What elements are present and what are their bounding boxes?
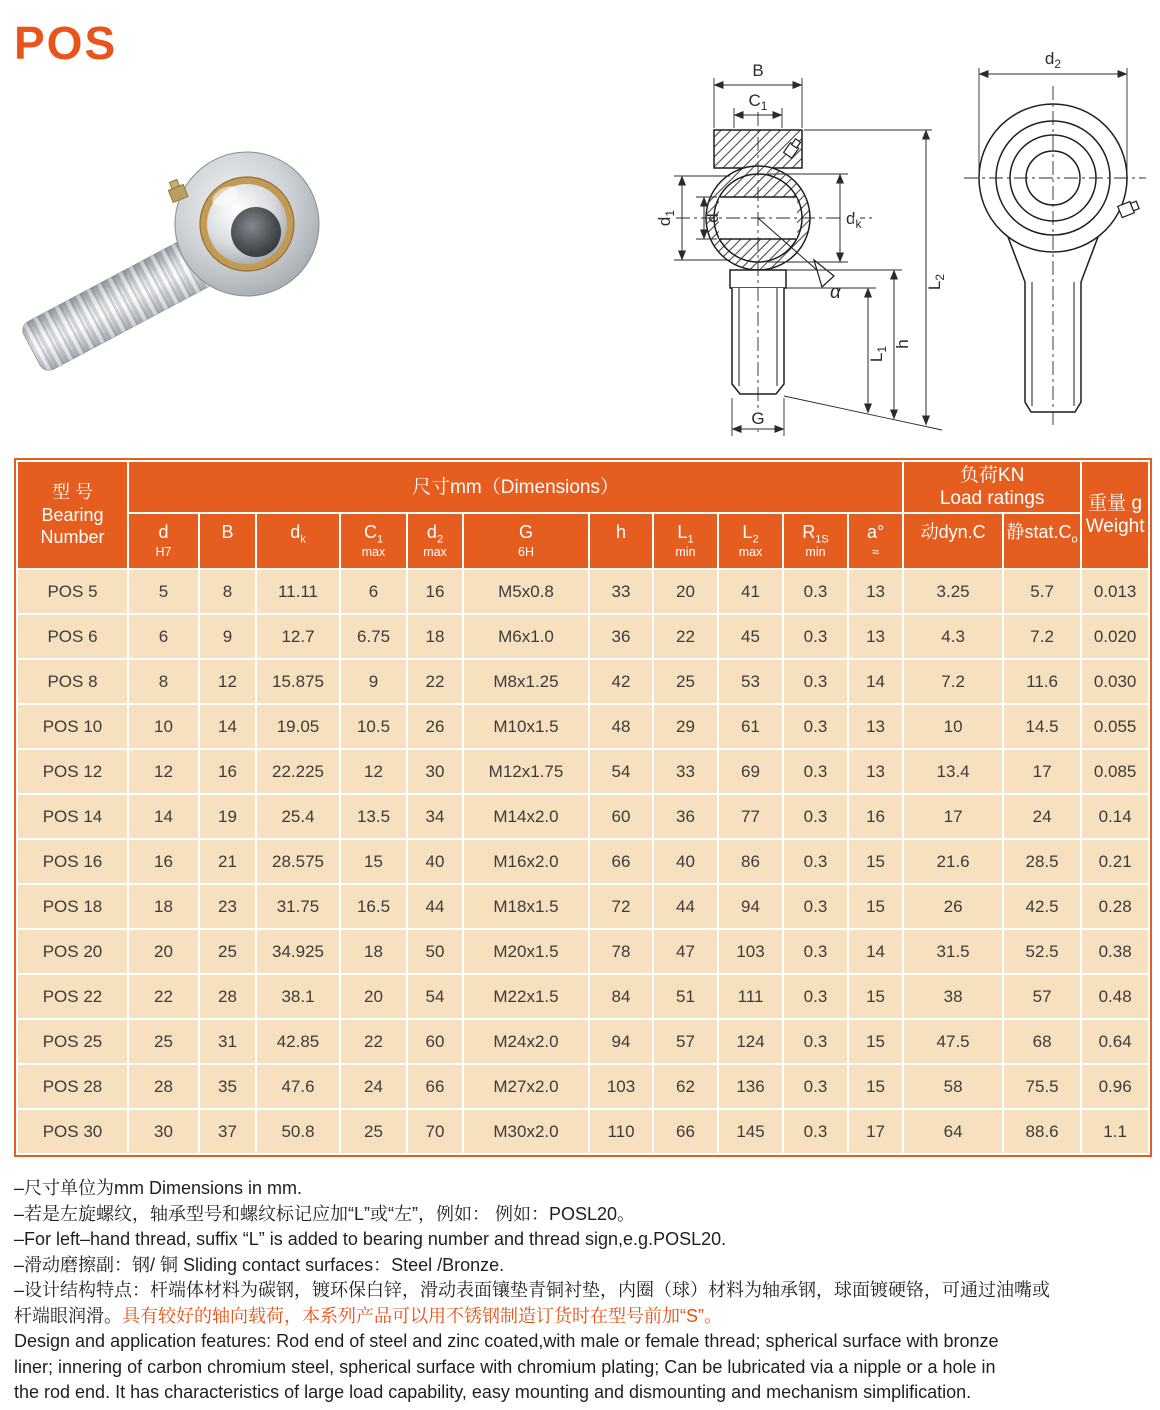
- spec-cell: 0.3: [783, 749, 848, 794]
- table-row: [17, 929, 1149, 974]
- spec-cell: 5: [128, 569, 199, 614]
- spec-cell: 15.875: [256, 659, 340, 704]
- spec-cell: 10: [903, 704, 1003, 749]
- spec-cell: 15: [848, 1019, 903, 1064]
- spec-cell: 20: [340, 974, 407, 1019]
- spec-cell: 3.25: [903, 569, 1003, 614]
- spec-cell: 62: [653, 1064, 718, 1109]
- footnote-text: Design and application features: Rod end of steel and zinc coated,with male or female thread; spherical surface with bronze: [14, 1331, 999, 1351]
- dim-label-L1: $L_1$: [867, 345, 889, 363]
- section-view-drawing: [618, 24, 954, 448]
- spec-cell: 9: [199, 614, 256, 659]
- spec-cell: M20x1.5: [463, 929, 589, 974]
- spec-cell: 15: [848, 1064, 903, 1109]
- bearing-number-cell: POS 12: [17, 749, 128, 794]
- spec-cell: 36: [589, 614, 653, 659]
- spec-cell: M18x1.5: [463, 884, 589, 929]
- dim-label-h: h: [893, 339, 912, 349]
- table-row: [17, 1019, 1149, 1064]
- spec-cell: 33: [653, 749, 718, 794]
- bearing-number-cell: POS 18: [17, 884, 128, 929]
- table-row: [17, 749, 1149, 794]
- spec-cell: 42.85: [256, 1019, 340, 1064]
- table-row: [17, 659, 1149, 704]
- table-row: [17, 1109, 1149, 1154]
- spec-cell: 0.21: [1081, 839, 1149, 884]
- spec-cell: 26: [407, 704, 463, 749]
- spec-cell: 13: [848, 569, 903, 614]
- spec-cell: M12x1.75: [463, 749, 589, 794]
- spec-cell: 25.4: [256, 794, 340, 839]
- spec-cell: 38: [903, 974, 1003, 1019]
- spec-cell: 16: [199, 749, 256, 794]
- col-R1S: $R_{1S}$ min: [783, 513, 848, 569]
- footnote-line: [14, 1253, 1150, 1279]
- bearing-number-cell: POS 22: [17, 974, 128, 1019]
- spec-cell: 0.14: [1081, 794, 1149, 839]
- spec-cell: 16: [128, 839, 199, 884]
- spec-cell: 66: [407, 1064, 463, 1109]
- spec-cell: 6: [128, 614, 199, 659]
- spec-cell: 42: [589, 659, 653, 704]
- spec-cell: 70: [407, 1109, 463, 1154]
- spec-cell: 17: [848, 1109, 903, 1154]
- spec-cell: 30: [407, 749, 463, 794]
- spec-cell: M6x1.0: [463, 614, 589, 659]
- spec-cell: 0.3: [783, 1064, 848, 1109]
- col-h: h: [589, 513, 653, 569]
- col-L2: $L_2$ max: [718, 513, 783, 569]
- spec-cell: 52.5: [1003, 929, 1081, 974]
- spec-cell: 78: [589, 929, 653, 974]
- bearing-number-cell: POS 5: [17, 569, 128, 614]
- spec-cell: 6.75: [340, 614, 407, 659]
- spec-cell: 15: [340, 839, 407, 884]
- footnote-line: [14, 1202, 1150, 1228]
- footnote-line: [14, 1329, 1150, 1355]
- spec-cell: 0.3: [783, 659, 848, 704]
- spec-cell: 103: [718, 929, 783, 974]
- spec-cell: 31.5: [903, 929, 1003, 974]
- spec-cell: 8: [199, 569, 256, 614]
- col-L1: $L_1$ min: [653, 513, 718, 569]
- spec-cell: 66: [589, 839, 653, 884]
- spec-cell: 145: [718, 1109, 783, 1154]
- table-row: [17, 1064, 1149, 1109]
- spec-cell: 29: [653, 704, 718, 749]
- spec-cell: 34: [407, 794, 463, 839]
- spec-cell: 22.225: [256, 749, 340, 794]
- spec-cell: 13.4: [903, 749, 1003, 794]
- table-row: [17, 704, 1149, 749]
- spec-cell: 16: [848, 794, 903, 839]
- spec-cell: 57: [1003, 974, 1081, 1019]
- spec-cell: 17: [903, 794, 1003, 839]
- spec-cell: 44: [653, 884, 718, 929]
- spec-cell: 44: [407, 884, 463, 929]
- spec-cell: 21.6: [903, 839, 1003, 884]
- spec-cell: 23: [199, 884, 256, 929]
- spec-cell: 30: [128, 1109, 199, 1154]
- spec-table: [16, 460, 1150, 1155]
- spec-cell: 12: [128, 749, 199, 794]
- spec-cell: 20: [128, 929, 199, 974]
- spec-cell: 25: [128, 1019, 199, 1064]
- spec-cell: 16: [407, 569, 463, 614]
- spec-cell: 9: [340, 659, 407, 704]
- bearing-number-cell: POS 20: [17, 929, 128, 974]
- spec-cell: 124: [718, 1019, 783, 1064]
- bearing-number-cell: POS 6: [17, 614, 128, 659]
- spec-cell: 14: [848, 659, 903, 704]
- header-bearing-cn: 型 号: [51, 482, 93, 503]
- table-row: [17, 839, 1149, 884]
- spec-cell: 0.38: [1081, 929, 1149, 974]
- spec-cell: 36: [653, 794, 718, 839]
- spec-cell: 15: [848, 884, 903, 929]
- spec-cell: 13: [848, 704, 903, 749]
- spec-cell: 14: [848, 929, 903, 974]
- spec-cell: 0.48: [1081, 974, 1149, 1019]
- dim-label-dk: $d_k$: [846, 209, 862, 231]
- spec-cell: 88.6: [1003, 1109, 1081, 1154]
- spec-cell: 0.3: [783, 794, 848, 839]
- col-d: d H7: [128, 513, 199, 569]
- footnote-text: –滑动磨擦副：钢/ 铜 Sliding contact surfaces：Steel /Bronze.: [14, 1254, 505, 1275]
- spec-cell: 0.28: [1081, 884, 1149, 929]
- bearing-number-cell: POS 16: [17, 839, 128, 884]
- spec-cell: 15: [848, 839, 903, 884]
- spec-table-wrap: [14, 458, 1152, 1157]
- spec-cell: 28: [199, 974, 256, 1019]
- spec-cell: 11.11: [256, 569, 340, 614]
- table-row: [17, 794, 1149, 839]
- spec-cell: 5.7: [1003, 569, 1081, 614]
- header-weight-en: Weight: [1085, 516, 1145, 538]
- dim-label-B: B: [752, 61, 764, 80]
- header-dimensions: 尺寸mm（Dimensions）: [128, 461, 903, 513]
- spec-cell: 72: [589, 884, 653, 929]
- spec-cell: 22: [128, 974, 199, 1019]
- header-bearing-en2: Number: [40, 527, 105, 548]
- spec-cell: 0.3: [783, 569, 848, 614]
- page-title: POS: [14, 17, 118, 69]
- spec-cell: 25: [199, 929, 256, 974]
- spec-cell: 84: [589, 974, 653, 1019]
- spec-cell: 0.013: [1081, 569, 1149, 614]
- col-C1: $C_1$ max: [340, 513, 407, 569]
- spec-cell: 18: [128, 884, 199, 929]
- spec-cell: 37: [199, 1109, 256, 1154]
- spec-cell: 0.96: [1081, 1064, 1149, 1109]
- bearing-number-cell: POS 30: [17, 1109, 128, 1154]
- spec-cell: 25: [653, 659, 718, 704]
- spec-cell: 0.030: [1081, 659, 1149, 704]
- dim-label-L2: $L_2$: [925, 273, 947, 291]
- spec-cell: 41: [718, 569, 783, 614]
- table-row: [17, 614, 1149, 659]
- spec-cell: 33: [589, 569, 653, 614]
- spec-cell: 57: [653, 1019, 718, 1064]
- spec-cell: M8x1.25: [463, 659, 589, 704]
- spec-cell: 60: [407, 1019, 463, 1064]
- spec-cell: 54: [589, 749, 653, 794]
- spec-cell: 40: [407, 839, 463, 884]
- col-d2: $d_2$ max: [407, 513, 463, 569]
- spec-cell: 110: [589, 1109, 653, 1154]
- header-load-en: Load ratings: [939, 488, 1045, 510]
- spec-cell: 7.2: [903, 659, 1003, 704]
- header-load-cn: 负荷KN: [959, 465, 1025, 486]
- bore-hole: [231, 207, 281, 257]
- spec-cell: 45: [718, 614, 783, 659]
- footnote-text: 杆端眼润滑。: [14, 1305, 122, 1326]
- footnote-line: [14, 1380, 1150, 1406]
- spec-cell: M30x2.0: [463, 1109, 589, 1154]
- spec-cell: 47: [653, 929, 718, 974]
- spec-cell: 61: [718, 704, 783, 749]
- spec-cell: 28.5: [1003, 839, 1081, 884]
- table-row: [17, 569, 1149, 614]
- spec-cell: 10.5: [340, 704, 407, 749]
- spec-cell: 0.3: [783, 839, 848, 884]
- spec-cell: 111: [718, 974, 783, 1019]
- dim-label-C1: $C_1$: [748, 91, 768, 113]
- spec-cell: 12: [340, 749, 407, 794]
- grease-nipple-symbol-front: [1118, 199, 1140, 217]
- spec-cell: 25: [340, 1109, 407, 1154]
- spec-cell: 24: [1003, 794, 1081, 839]
- spec-cell: 12: [199, 659, 256, 704]
- spec-cell: 40: [653, 839, 718, 884]
- spec-cell: 13: [848, 614, 903, 659]
- spec-cell: 21: [199, 839, 256, 884]
- col-a: a° ≈: [848, 513, 903, 569]
- spec-cell: 0.3: [783, 974, 848, 1019]
- header-load-ratings: [903, 461, 1081, 513]
- spec-cell: 15: [848, 974, 903, 1019]
- footnote-text: –设计结构特点：杆端体材料为碳钢，镀环保白锌，滑动表面镶垫青铜衬垫，内圈（球）材料为轴承钢，球面镀硬铬，可通过油嘴或: [14, 1280, 1051, 1300]
- spec-cell: 26: [903, 884, 1003, 929]
- spec-cell: 22: [407, 659, 463, 704]
- spec-cell: 53: [718, 659, 783, 704]
- footnote-text: the rod end. It has characteristics of large load capability, easy mounting and dismounting and mechanism simplification.: [14, 1382, 972, 1402]
- footnote-text: –若是左旋螺纹，轴承型号和螺纹标记应加“L”或“左”，例如： 例如：POSL20。: [14, 1203, 636, 1224]
- spec-cell: 69: [718, 749, 783, 794]
- spec-cell: 50: [407, 929, 463, 974]
- product-photo: [6, 92, 362, 382]
- spec-cell: M16x2.0: [463, 839, 589, 884]
- spec-cell: M24x2.0: [463, 1019, 589, 1064]
- spec-cell: 14.5: [1003, 704, 1081, 749]
- spec-cell: 28: [128, 1064, 199, 1109]
- spec-cell: 0.3: [783, 929, 848, 974]
- spec-cell: 24: [340, 1064, 407, 1109]
- spec-cell: 48: [589, 704, 653, 749]
- table-row: [17, 974, 1149, 1019]
- footnote-line: [14, 1278, 1150, 1304]
- spec-cell: 66: [653, 1109, 718, 1154]
- bearing-number-cell: POS 8: [17, 659, 128, 704]
- spec-cell: 12.7: [256, 614, 340, 659]
- spec-cell: 58: [903, 1064, 1003, 1109]
- spec-cell: 47.6: [256, 1064, 340, 1109]
- spec-cell: 0.64: [1081, 1019, 1149, 1064]
- spec-cell: 0.3: [783, 704, 848, 749]
- spec-cell: M14x2.0: [463, 794, 589, 839]
- bearing-number-cell: POS 10: [17, 704, 128, 749]
- table-body: [17, 569, 1149, 1154]
- dim-label-d2: $d_2$: [1044, 49, 1062, 71]
- spec-cell: 60: [589, 794, 653, 839]
- dim-label-d: d: [703, 213, 722, 223]
- spec-cell: 17: [1003, 749, 1081, 794]
- spec-cell: 13.5: [340, 794, 407, 839]
- footnotes: [14, 1176, 1150, 1406]
- spec-cell: 19.05: [256, 704, 340, 749]
- spec-cell: 0.3: [783, 884, 848, 929]
- spec-cell: 103: [589, 1064, 653, 1109]
- footnote-line: [14, 1304, 1150, 1330]
- spec-cell: 31.75: [256, 884, 340, 929]
- spec-cell: 7.2: [1003, 614, 1081, 659]
- spec-cell: 1.1: [1081, 1109, 1149, 1154]
- top-area: [0, 0, 1160, 448]
- spec-cell: 35: [199, 1064, 256, 1109]
- footnote-text: liner; innering of carbon chromium steel, spherical surface with chromium plating; Can be lubricated via a nipple or a hole in: [14, 1356, 996, 1377]
- bearing-number-cell: POS 14: [17, 794, 128, 839]
- col-statCo: 静$stat.C_o$: [1003, 513, 1081, 569]
- spec-cell: 22: [340, 1019, 407, 1064]
- spec-cell: 16.5: [340, 884, 407, 929]
- spec-cell: 14: [128, 794, 199, 839]
- spec-cell: M5x0.8: [463, 569, 589, 614]
- spec-cell: 94: [589, 1019, 653, 1064]
- spec-cell: 94: [718, 884, 783, 929]
- spec-cell: 11.6: [1003, 659, 1081, 704]
- spec-cell: 38.1: [256, 974, 340, 1019]
- spec-cell: 18: [407, 614, 463, 659]
- footnote-text: –尺寸单位为mm Dimensions in mm.: [14, 1178, 303, 1198]
- front-view-drawing: [958, 28, 1152, 432]
- spec-cell: M22x1.5: [463, 974, 589, 1019]
- col-G: G 6H: [463, 513, 589, 569]
- spec-cell: 10: [128, 704, 199, 749]
- spec-cell: 42.5: [1003, 884, 1081, 929]
- spec-cell: 18: [340, 929, 407, 974]
- footnote-line: [14, 1176, 1150, 1202]
- spec-cell: 47.5: [903, 1019, 1003, 1064]
- spec-cell: 0.3: [783, 1109, 848, 1154]
- spec-cell: 0.085: [1081, 749, 1149, 794]
- spec-cell: 14: [199, 704, 256, 749]
- spec-cell: 54: [407, 974, 463, 1019]
- spec-cell: 22: [653, 614, 718, 659]
- bearing-number-cell: POS 25: [17, 1019, 128, 1064]
- spec-cell: 0.055: [1081, 704, 1149, 749]
- spec-cell: 31: [199, 1019, 256, 1064]
- spec-cell: 50.8: [256, 1109, 340, 1154]
- spec-cell: 34.925: [256, 929, 340, 974]
- spec-cell: 64: [903, 1109, 1003, 1154]
- spec-cell: 19: [199, 794, 256, 839]
- spec-cell: 0.3: [783, 1019, 848, 1064]
- header-bearing-en1: Bearing: [41, 504, 104, 525]
- dim-label-alpha: α: [830, 282, 841, 303]
- footnote-line: [14, 1227, 1150, 1253]
- spec-cell: 77: [718, 794, 783, 839]
- spec-cell: 20: [653, 569, 718, 614]
- spec-cell: 75.5: [1003, 1064, 1081, 1109]
- spec-cell: 4.3: [903, 614, 1003, 659]
- spec-cell: M27x2.0: [463, 1064, 589, 1109]
- spec-cell: 86: [718, 839, 783, 884]
- spec-cell: 136: [718, 1064, 783, 1109]
- dim-label-d1: $d_1$: [655, 209, 677, 227]
- spec-cell: 13: [848, 749, 903, 794]
- footnote-highlight-text: 具有较好的轴向载荷，本系列产品可以用不锈钢制造订货时在型号前加“S”。: [122, 1305, 722, 1326]
- col-B: B: [199, 513, 256, 569]
- spec-cell: 0.020: [1081, 614, 1149, 659]
- table-row: [17, 884, 1149, 929]
- footnote-text: –For left–hand thread, suffix “L” is added to bearing number and thread sign,e.g.POSL20.: [14, 1229, 727, 1249]
- spec-cell: 68: [1003, 1019, 1081, 1064]
- spec-cell: 28.575: [256, 839, 340, 884]
- spec-cell: 0.3: [783, 614, 848, 659]
- header-weight-cn: 重量 g: [1088, 493, 1143, 514]
- col-dynC: 动dyn.C: [903, 513, 1003, 569]
- col-dk: $d_k$: [256, 513, 340, 569]
- header-weight: [1081, 461, 1149, 569]
- spec-cell: 51: [653, 974, 718, 1019]
- spec-cell: M10x1.5: [463, 704, 589, 749]
- dim-label-G: G: [751, 409, 765, 428]
- header-bearing-number: [17, 461, 128, 569]
- bearing-number-cell: POS 28: [17, 1064, 128, 1109]
- spec-cell: 8: [128, 659, 199, 704]
- footnote-line: [14, 1355, 1150, 1381]
- spec-cell: 6: [340, 569, 407, 614]
